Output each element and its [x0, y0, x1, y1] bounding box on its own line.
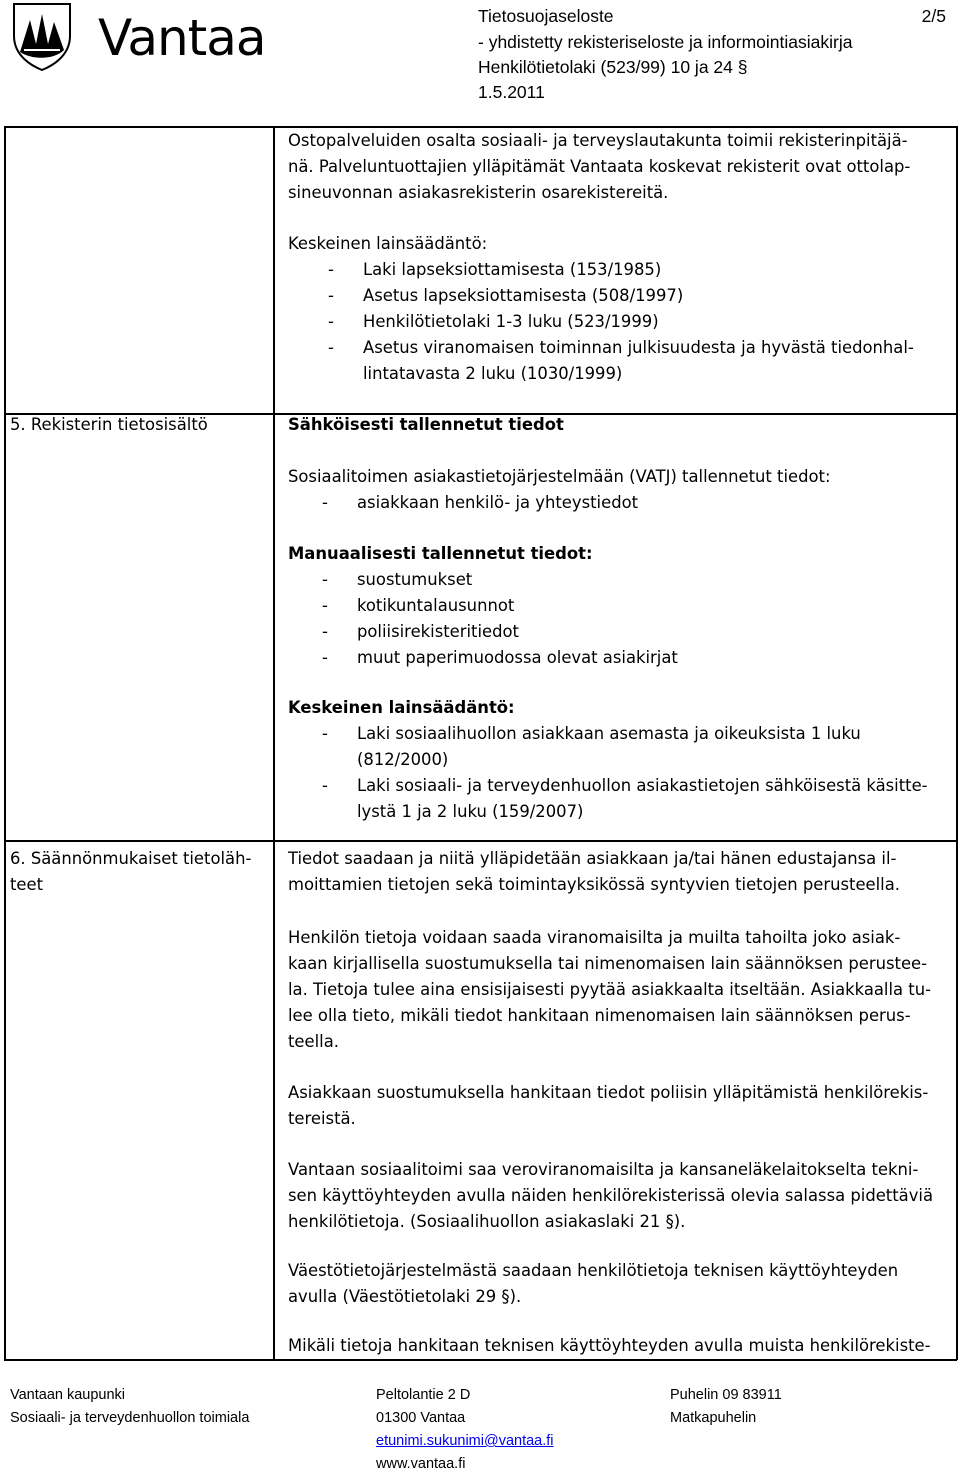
s6-p3-line: tereistä. [288, 1109, 356, 1128]
footer-org-unit: Sosiaali- ja terveydenhuollon toimiala [10, 1410, 250, 1426]
law-reference: Henkilötietolaki (523/99) 10 ja 24 § [478, 57, 748, 77]
footer-org-name: Vantaan kaupunki [10, 1387, 126, 1403]
section-5-heading: Sähköisesti tallennetut tiedot [288, 415, 564, 434]
doc-title: Tietosuojaseloste [478, 6, 614, 26]
section-5-label: 5. Rekisterin tietosisältö [10, 415, 208, 434]
doc-subtitle: - yhdistetty rekisteriseloste ja informointiasiakirja [478, 32, 853, 52]
brand-wordmark: Vantaa [98, 9, 266, 67]
footer-email-link[interactable]: etunimi.sukunimi@vantaa.fi [376, 1433, 554, 1449]
footer-mobile-line: Matkapuhelin [670, 1410, 757, 1426]
s6-p1-line: Tiedot saadaan ja niitä ylläpidetään asiakkaan ja/tai hänen edustajansa il- [288, 849, 897, 868]
s6-p2-line: teella. [288, 1032, 339, 1051]
s6-p2-line: kaan kirjallisella suostumuksella tai nimenomaisen lain säännöksen perustee- [288, 954, 928, 973]
s6-p5-line: avulla (Väestötietolaki 29 §). [288, 1287, 522, 1306]
table-right-border [956, 126, 958, 1360]
footer-phone [670, 1384, 782, 1430]
table-bottom-border [4, 1359, 957, 1361]
s6-p4-line: Vantaan sosiaalitoimi saa veroviranomaisilta ja kansaneläkelaitokselta tekni- [288, 1160, 919, 1179]
section-6-label-line1: 6. Säännönmukaiset tietoläh- [10, 849, 252, 868]
vantaa-coat-of-arms-logo [8, 0, 78, 72]
table-left-border [4, 126, 6, 1360]
intro-line-2: nä. Palveluntuottajien ylläpitämät Vantaata koskevat rekisterit ovat ottolap- [288, 157, 911, 176]
footer-address [376, 1384, 554, 1476]
footer-phone-line: Puhelin 09 83911 [670, 1387, 782, 1403]
s6-p1-line: moittamien tietojen sekä toimintayksikössä syntyvien tietojen perusteella. [288, 875, 900, 894]
page-number: 2/5 [921, 6, 946, 26]
manual-heading: Manuaalisesti tallennetut tiedot: [288, 544, 593, 563]
s6-p2-line: lee olla tieto, mikäli tiedot hankitaan nimenomaisen lain säännöksen perus- [288, 1006, 911, 1025]
s6-p5-line: Väestötietojärjestelmästä saadaan henkilötietoja teknisen käyttöyhteyden [288, 1261, 899, 1280]
s6-p4-line: henkilötietoja. (Sosiaalihuollon asiakaslaki 21 §). [288, 1212, 686, 1231]
footer-postcode: 01300 Vantaa [376, 1410, 466, 1426]
table-column-divider [273, 126, 275, 1360]
doc-date: 1.5.2011 [478, 82, 545, 102]
vatj-line: Sosiaalitoimen asiakastietojärjestelmään (VATJ) tallennetut tiedot: [288, 467, 831, 486]
s6-p6-line: Mikäli tietoja hankitaan teknisen käyttöyhteyden avulla muista henkilörekiste- [288, 1336, 931, 1355]
s6-p2-line: la. Tietoja tulee aina ensisijaisesti pyytää asiakkaalta itseltään. Asiakkaalla tu- [288, 980, 932, 999]
footer-website[interactable]: www.vantaa.fi [376, 1456, 466, 1472]
section-6-label-line2: teet [10, 875, 44, 894]
intro-line-1: Ostopalveluiden osalta sosiaali- ja terveyslautakunta toimii rekisterinpitäjä- [288, 131, 908, 150]
legislation-heading: Keskeinen lainsäädäntö: [288, 234, 488, 253]
footer-street: Peltolantie 2 D [376, 1387, 471, 1403]
footer-org [10, 1384, 249, 1430]
s6-p3-line: Asiakkaan suostumuksella hankitaan tiedot poliisin ylläpitämistä henkilörekis- [288, 1083, 929, 1102]
s6-p4-line: sen käyttöyhteyden avulla näiden henkilörekisterissä olevia salassa pidettäviä [288, 1186, 934, 1205]
intro-line-3: sineuvonnan asiakasrekisterin osarekistereitä. [288, 183, 669, 202]
s6-p2-line: Henkilön tietoja voidaan saada viranomaisilta ja muilta tahoilta joko asiak- [288, 928, 901, 947]
legislation-heading-2: Keskeinen lainsäädäntö: [288, 698, 515, 717]
row-divider-section6 [4, 840, 957, 842]
